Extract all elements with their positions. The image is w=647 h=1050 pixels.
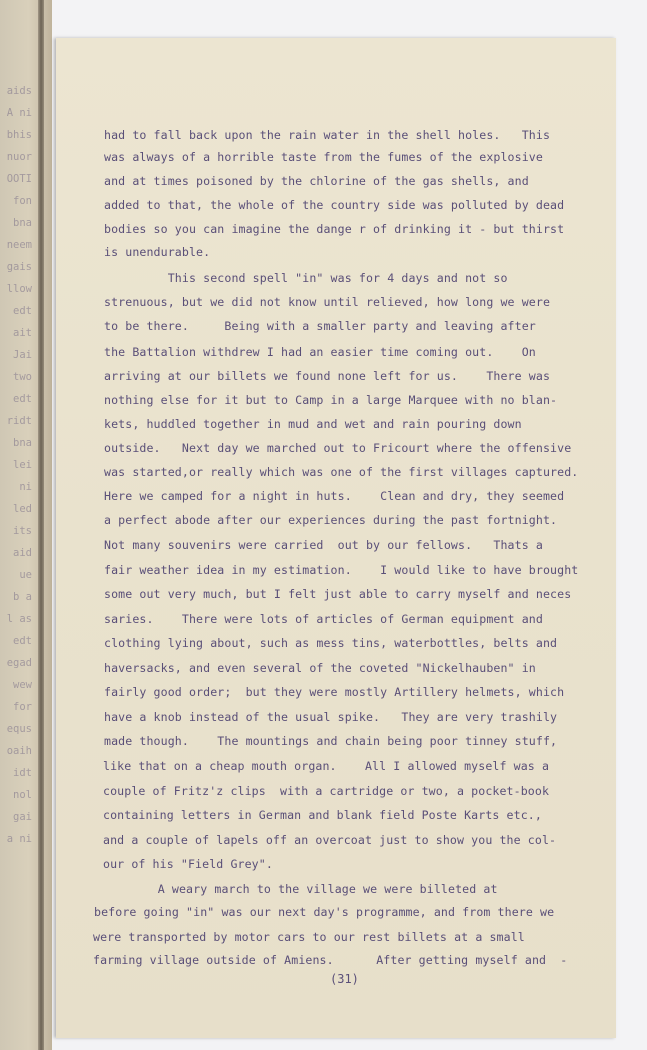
facing-page-fragment: idt <box>13 767 32 779</box>
text-line: have a knob instead of the usual spike. They are very trashily <box>104 710 558 724</box>
facing-page-fragment: fon <box>13 195 32 207</box>
text-line: had to fall back upon the rain water in the shell holes. This <box>104 128 551 142</box>
facing-page-fragment: bna <box>13 437 32 449</box>
text-line: Here we camped for a night in huts. Clean and dry, they seemed <box>104 489 565 503</box>
facing-page-fragment: lei <box>13 459 32 471</box>
facing-page-fragment: aid <box>13 547 32 559</box>
text-line: containing letters in German and blank field Poste Karts etc., <box>103 808 542 822</box>
facing-page-edge <box>0 0 52 1050</box>
facing-page-fragment: gais <box>6 261 32 273</box>
facing-page-fragment: nuor <box>6 151 32 163</box>
facing-page-fragment: wew <box>13 679 32 691</box>
facing-page-fragment: ridt <box>6 415 32 427</box>
text-line: some out very much, but I felt just able to carry myself and neces <box>104 587 572 601</box>
text-line: bodies so you can imagine the dange r of drinking it - but thirst <box>104 222 565 236</box>
facing-page-fragment: ue <box>19 569 32 581</box>
facing-page-fragment: oaih <box>6 745 32 757</box>
facing-page-fragment: two <box>13 371 32 383</box>
facing-page-fragment: edt <box>13 635 32 647</box>
text-line: before going "in" was our next day's programme, and from there we <box>94 905 555 919</box>
text-line: to be there. Being with a smaller party and leaving after <box>104 319 536 333</box>
facing-page-fragment: A ni <box>6 107 32 119</box>
text-line: This second spell "in" was for 4 days and not so <box>104 271 508 285</box>
text-line: like that on a cheap mouth organ. All I allowed myself was a <box>103 759 550 773</box>
facing-page-fragment: gai <box>13 811 32 823</box>
facing-page-fragment: neem <box>6 239 32 251</box>
text-line: arriving at our billets we found none left for us. There was <box>104 369 551 383</box>
text-line: added to that, the whole of the country side was polluted by dead <box>104 198 565 212</box>
text-line: outside. Next day we marched out to Fricourt where the offensive <box>104 441 572 455</box>
facing-page-fragment: its <box>13 525 32 537</box>
facing-page-fragment: egad <box>6 657 32 669</box>
facing-page-fragment: llow <box>6 283 32 295</box>
text-line: Not many souvenirs were carried out by our fellows. Thats a <box>104 538 543 552</box>
text-line: A weary march to the village we were billeted at <box>94 882 498 896</box>
text-line: fairly good order; but they were mostly Artillery helmets, which <box>104 685 565 699</box>
text-line: kets, huddled together in mud and wet and rain pouring down <box>104 417 522 431</box>
text-line: made though. The mountings and chain being poor tinney stuff, <box>104 734 558 748</box>
facing-page-fragment: edt <box>13 393 32 405</box>
text-line: the Battalion withdrew I had an easier time coming out. On <box>104 345 536 359</box>
text-line: strenuous, but we did not know until relieved, how long we were <box>104 295 551 309</box>
facing-page-fragment: ait <box>13 327 32 339</box>
facing-page-fragment: OOTI <box>6 173 32 185</box>
facing-page-fragment: b a <box>13 591 32 603</box>
book-gutter <box>38 0 44 1050</box>
text-line: is unendurable. <box>104 245 211 259</box>
text-line: haversacks, and even several of the coveted "Nickelhauben" in <box>104 661 536 675</box>
text-line: was always of a horrible taste from the fumes of the explosive <box>104 150 543 164</box>
page-number: (31) <box>330 972 359 986</box>
text-line: farming village outside of Amiens. After getting myself and - <box>93 953 568 967</box>
facing-page-fragment: for <box>13 701 32 713</box>
text-line: clothing lying about, such as mess tins, waterbottles, belts and <box>104 636 558 650</box>
facing-page-fragment: bhis <box>6 129 32 141</box>
text-line: couple of Fritz'z clips with a cartridge or two, a pocket-book <box>103 784 550 798</box>
text-line: our of his "Field Grey". <box>103 857 273 871</box>
facing-page-fragment: ni <box>19 481 32 493</box>
text-line: nothing else for it but to Camp in a large Marquee with no blan- <box>104 393 558 407</box>
text-line: was started,or really which was one of the first villages captured. <box>104 465 579 479</box>
facing-page-fragment: bna <box>13 217 32 229</box>
facing-page-fragment: equs <box>6 723 32 735</box>
text-line: fair weather idea in my estimation. I would like to have brought <box>104 563 579 577</box>
facing-page-fragment: led <box>13 503 32 515</box>
text-line: and a couple of lapels off an overcoat just to show you the col- <box>103 833 557 847</box>
text-line: were transported by motor cars to our rest billets at a small <box>93 930 525 944</box>
text-line: a perfect abode after our experiences during the past fortnight. <box>104 513 558 527</box>
text-line: and at times poisoned by the chlorine of the gas shells, and <box>104 174 529 188</box>
facing-page-fragment: a ni <box>6 833 32 845</box>
facing-page-fragment: l as <box>6 613 32 625</box>
facing-page-fragment: Jai <box>13 349 32 361</box>
text-line: saries. There were lots of articles of German equipment and <box>104 612 543 626</box>
facing-page-fragment: nol <box>13 789 32 801</box>
facing-page-fragment: aids <box>6 85 32 97</box>
facing-page-fragment: edt <box>13 305 32 317</box>
